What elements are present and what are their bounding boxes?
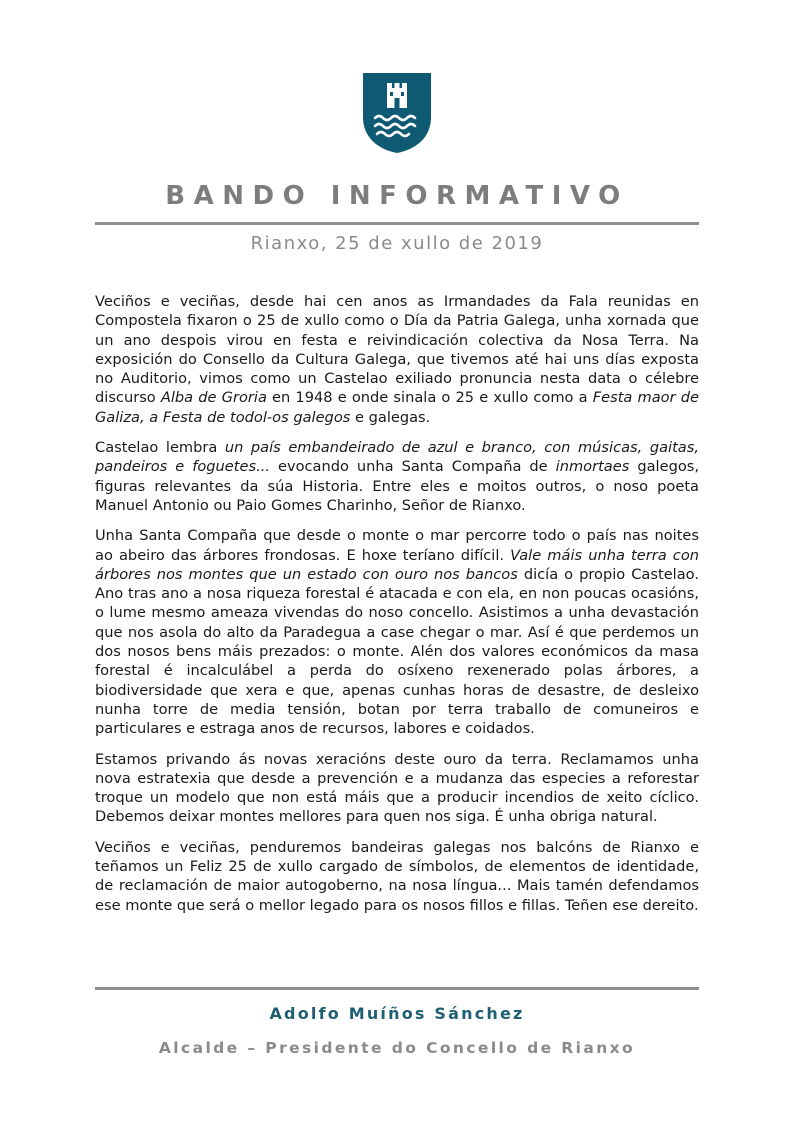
body-paragraph: [95, 838, 699, 915]
italic-text-run: Vale máis unha terra con árbores nos montes que un estado con ouro nos bancos: [95, 546, 699, 583]
document-date: Rianxo, 25 de xullo de 2019: [250, 233, 544, 254]
title-divider: [95, 222, 699, 225]
signature-divider: [95, 987, 699, 990]
document-title: BANDO INFORMATIVO: [165, 181, 629, 211]
text-run: Veciños e veciñas, desde hai cen anos as Irmandades da Fala reunidas en Compostela fixaron o 25 de xullo como o Día da Patria Galega, unha xornada que un ano despois virou en festa e reivindicación colectiva da Nosa Terra. Na exposición do Consello da Cultura Galega, que tivemos até hai uns días exposta no Auditorio, vimos como un Castelao exiliado pronuncia nesta data o célebre discurso: [95, 293, 699, 407]
body-paragraph: [95, 750, 699, 827]
text-run: Veciños e veciñas, penduremos bandeiras galegas nos balcóns de Rianxo e teñamos un Feliz 25 de xullo cargado de símbolos, de elementos de identidade, de reclamación de maior autogoberno, na nosa língua... Mais tamén defendamos ese monte que será o mellor legado para os nosos fillos e fillas. Teñen ese dereito.: [95, 838, 699, 914]
body-paragraph: [95, 292, 699, 427]
town-crest-icon: [363, 73, 431, 153]
body-paragraph: [95, 526, 699, 738]
italic-text-run: inmortaes: [555, 458, 630, 476]
text-run: Castelao lembra: [95, 439, 225, 457]
signer-name: Adolfo Muíños Sánchez: [269, 1004, 525, 1023]
text-run: galegos, figuras relevantes da súa Historia. Entre eles e moitos outros, o noso poeta Manuel Antonio ou Paio Gomes Charinho, Señor de Rianxo.: [95, 458, 699, 514]
italic-text-run: un país embandeirado de azul e branco, con músicas, gaitas, pandeiros e foguetes...: [95, 439, 699, 476]
text-run: evocando unha Santa Compaña de: [270, 458, 556, 476]
text-run: e galegas.: [350, 408, 431, 426]
signer-role: Alcalde – Presidente do Concello de Rianxo: [158, 1039, 636, 1057]
document-body: [95, 292, 699, 926]
text-run: dicía o propio Castelao. Ano tras ano a nosa riqueza forestal é atacada e con ela, en non poucas ocasións, o lume mesmo ameaza vivendas do noso concello. Asistimos a unha devastación que nos asola do alto da Paradegua a case chegar o mar. Así é que perdemos un dos nosos bens máis prezados: o monte. Alén dos valores económicos da masa forestal é incalculábel a perda do osíxeno rexenerado polas árbores, a biodiversidade que xera e que, apenas cunhas horas de desastre, de desleixo nunha torre de media tensión, botan por terra traballo de comuneiros e particulares e estraga anos de recursos, labores e coidados.: [95, 565, 699, 738]
italic-text-run: Festa maor de Galiza, a Festa de todol-os galegos: [95, 389, 699, 426]
body-paragraph: [95, 438, 699, 515]
text-run: Estamos privando ás novas xeracións deste ouro da terra. Reclamamos unha nova estratexia que desde a prevención e a mudanza das especies a reforestar troque un modelo que non está máis que a producir incendios de xeito cíclico. Debemos deixar montes mellores para quen nos siga. É unha obriga natural.: [95, 750, 699, 826]
text-run: Unha Santa Compaña que desde o monte o mar percorre todo o país nas noites ao abeiro das árbores frondosas. E hoxe teríano difícil.: [95, 527, 699, 564]
italic-text-run: Alba de Groria: [160, 389, 267, 407]
text-run: en 1948 e onde sinala o 25 e xullo como a: [266, 389, 593, 407]
